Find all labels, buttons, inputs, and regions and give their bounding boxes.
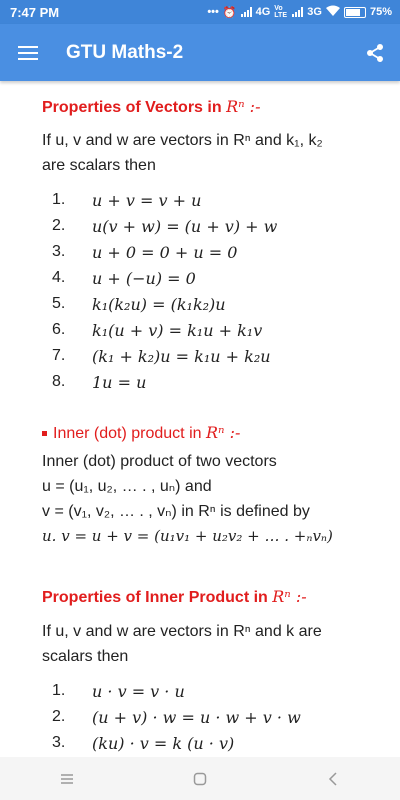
section1-heading-text: Properties of Vectors in xyxy=(42,99,227,116)
section1-intro xyxy=(42,128,382,178)
list-item xyxy=(52,704,301,730)
app-title: GTU Maths-2 xyxy=(66,41,184,63)
section2-heading-math: Rⁿ :- xyxy=(205,423,241,442)
bullet-square-icon xyxy=(42,431,47,436)
back-icon xyxy=(328,772,338,786)
item-num: 4. xyxy=(52,269,66,286)
section1-list xyxy=(52,187,277,395)
section3-heading-math: Rⁿ :- xyxy=(272,587,307,606)
item-num: 5. xyxy=(52,295,66,312)
item-eq: u + (−u) = 0 xyxy=(92,268,196,288)
item-num: 2. xyxy=(52,217,66,234)
item-eq: (k₁ + k₂)u = k₁u + k₂u xyxy=(92,346,271,366)
recents-icon xyxy=(60,773,74,785)
item-eq: k₁(u + v) = k₁u + k₁v xyxy=(92,320,263,340)
item-num: 3. xyxy=(52,243,66,260)
list-item xyxy=(52,678,301,704)
section1-heading xyxy=(42,97,260,117)
section3-list xyxy=(52,678,301,756)
item-eq: u + v = v + u xyxy=(92,190,202,210)
item-eq: u + 0 = 0 + u = 0 xyxy=(92,242,238,262)
list-item xyxy=(52,343,277,369)
list-item xyxy=(52,213,277,239)
signal-1-icon xyxy=(241,7,252,17)
item-num: 2. xyxy=(52,708,66,725)
item-num: 6. xyxy=(52,321,66,338)
menu-button[interactable] xyxy=(0,24,56,81)
item-num: 1. xyxy=(52,191,66,208)
section3-intro-line2: scalars then xyxy=(42,648,129,665)
section3-heading-text: Properties of Inner Product in xyxy=(42,589,273,606)
item-eq: k₁(k₂u) = (k₁k₂)u xyxy=(92,294,226,314)
more-dots-icon: ••• xyxy=(207,6,219,18)
network-type-2: 3G xyxy=(307,6,322,18)
home-icon xyxy=(193,772,207,786)
share-icon xyxy=(365,43,385,63)
item-eq: (ku) · v = k (u · v) xyxy=(92,733,235,753)
item-eq: u · v = v · u xyxy=(92,681,185,701)
share-button[interactable] xyxy=(350,24,400,81)
section1-heading-math: Rⁿ :- xyxy=(226,97,261,116)
wifi-icon xyxy=(326,5,340,19)
item-eq: 1u = u xyxy=(92,372,147,392)
volte-label: Vo LTE xyxy=(274,5,287,19)
item-num: 8. xyxy=(52,373,66,390)
section2-line1: Inner (dot) product of two vectors xyxy=(42,453,277,470)
battery-percent: 75% xyxy=(369,6,392,18)
item-num: 3. xyxy=(52,734,66,751)
battery-icon xyxy=(344,7,366,18)
section2-body xyxy=(42,449,382,549)
section2-heading xyxy=(42,423,240,443)
back-button[interactable] xyxy=(303,757,363,800)
list-item xyxy=(52,291,277,317)
item-num: 7. xyxy=(52,347,66,364)
item-num: 1. xyxy=(52,682,66,699)
list-item xyxy=(52,369,277,395)
status-bar xyxy=(0,0,400,24)
section1-intro-line1: If u, v and w are vectors in Rⁿ and k₁, k₂ xyxy=(42,132,323,149)
alarm-icon: ⏰ xyxy=(222,6,237,19)
section2-line4: u. v = u + v = (u₁v₁ + u₂v₂ + … . +ₙvₙ) xyxy=(42,527,333,545)
hamburger-menu-icon xyxy=(18,42,38,64)
content-area[interactable] xyxy=(0,81,400,757)
status-time: 7:47 PM xyxy=(10,4,60,20)
list-item xyxy=(52,239,277,265)
list-item xyxy=(52,730,301,756)
section3-intro-line1: If u, v and w are vectors in Rⁿ and k are xyxy=(42,623,322,640)
section1-intro-line2: are scalars then xyxy=(42,157,156,174)
section2-line3: v = (v₁, v₂, … . , vₙ) in Rⁿ is defined by xyxy=(42,503,310,520)
network-type-1: 4G xyxy=(255,6,271,18)
status-icons xyxy=(207,5,392,19)
item-eq: u(v + w) = (u + v) + w xyxy=(92,216,278,236)
section2-line2: u = (u₁, u₂, … . , uₙ) and xyxy=(42,478,212,495)
home-button[interactable] xyxy=(170,757,230,800)
section2-heading-text: Inner (dot) product in xyxy=(53,425,206,442)
list-item xyxy=(52,265,277,291)
system-nav-bar xyxy=(0,757,400,800)
section3-intro xyxy=(42,619,382,669)
list-item xyxy=(52,317,277,343)
section3-heading xyxy=(42,587,307,607)
item-eq: (u + v) · w = u · w + v · w xyxy=(92,707,301,727)
recents-button[interactable] xyxy=(37,757,97,800)
signal-2-icon xyxy=(292,7,303,17)
list-item xyxy=(52,187,277,213)
app-bar xyxy=(0,24,400,81)
